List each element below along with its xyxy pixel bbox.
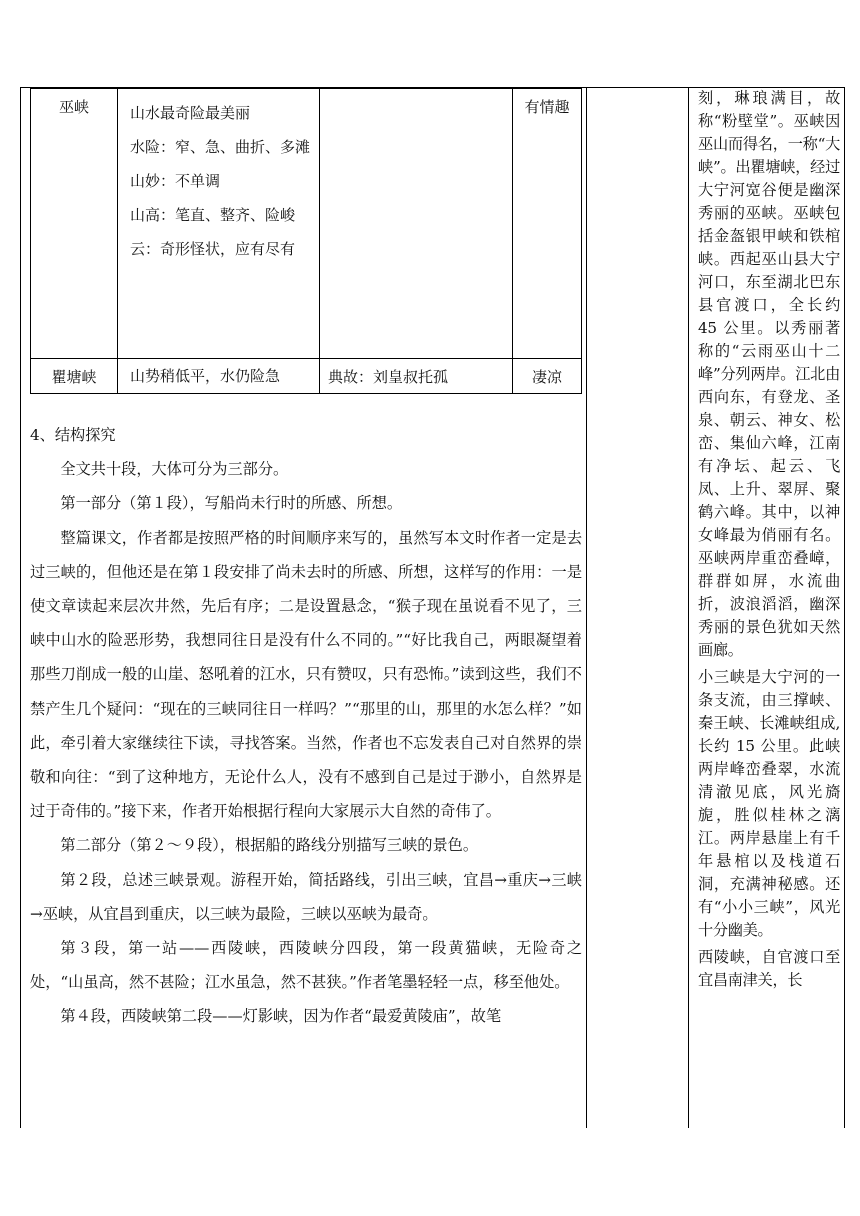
gorge-name-cell: 瞿塘峡 [31, 359, 118, 394]
sidebar-notes [698, 87, 840, 996]
table-row [31, 89, 582, 359]
sidebar-paragraph: 小三峡是大宁河的一条支流，由三撑峡、秦王峡、长滩峡组成,长约 15 公里。此峡两岸峰峦叠翠，水流清澈见底，风光旖旎，胜似桂林之漓江。两岸悬崖上有千年悬棺以及栈道石洞，充满神秘感。还有“小小三峡”，风光十分幽美。 [698, 668, 840, 939]
frame-left-border [20, 88, 21, 1128]
gorge-comparison-table [30, 88, 582, 394]
body-paragraph: 整篇课文，作者都是按照严格的时间顺序来写的，虽然写本文时作者一定是去过三峡的，但他还是在第１段安排了尚未去时的所感、所想，这样写的作用：一是使文章读起来层次井然，先后有序；二是设置悬念，“猴子现在虽说看不见了，三峡中山水的险恶形势，我想同往日是没有什么不同的。”“好比我自己，两眼凝望着那些刀削成一般的山崖、怒吼着的江水，只有赞叹，只有恐怖。”读到这些，我们不禁产生几个疑问：“现在的三峡同往日一样吗？”“那里的山，那里的水怎么样？”如此，牵引着大家继续往下读，寻找答案。当然，作者也不忘发表自己对自然界的崇敬和向往：“到了这种地方，无论什么人，没有不感到自己是过于渺小，自然界是过于奇伟的。”接下来，作者开始根据行程向大家展示大自然的奇伟了。 [30, 528, 582, 821]
gorge-feeling-cell: 有情趣 [513, 89, 582, 359]
feature-line: 山高：笔直、整齐、险峻 [130, 206, 296, 224]
feature-line: 山势稍低平，水仍险急 [130, 367, 281, 385]
body-paragraph: 第４段，西陵峡第二段——灯影峡，因为作者“最爱黄陵庙”，故笔 [60, 1007, 502, 1026]
frame-right-border [844, 88, 845, 1128]
table-row [31, 359, 582, 394]
main-content [30, 418, 582, 1034]
body-paragraph: 第一部分（第１段），写船尚未行时的所感、所想。 [60, 494, 403, 513]
feature-line: 云：奇形怪状，应有尽有 [130, 240, 296, 258]
section-heading: 4、结构探究 [30, 426, 116, 444]
gorge-allusion-cell: 典故：刘皇叔托孤 [320, 359, 513, 394]
feature-line: 水险：窄、急、曲折、多滩 [130, 138, 311, 156]
sidebar-paragraph: 刻，琳琅满目，故称“粉壁堂”。巫峡因巫山而得名，一称“大峡”。出瞿塘峡，经过大宁河宽谷便是幽深秀丽的巫峡。巫峡包括金盔银甲峡和铁棺峡。西起巫山县大宁河口，东至湖北巴东县官渡口，全长约 45 公里。以秀丽著称的“云雨巫山十二峰”分列两岸。江北由西向东，有登龙、圣泉、朝云、神女、松峦、集仙六峰，江南有净坛、起云、飞凤、上升、翠屏、聚鹤六峰。其中，以神女峰最为俏丽有名。巫峡两岸重峦叠嶂，群群如屏，水流曲折，波浪滔滔，幽深秀丽的景色犹如天然画廊。 [698, 89, 840, 659]
body-paragraph: 全文共十段，大体可分为三部分。 [60, 460, 289, 479]
frame-middle-border [586, 88, 587, 1128]
sidebar-paragraph: 西陵峡，自官渡口至宜昌南津关，长 [698, 948, 840, 989]
frame-sidebar-left-border [688, 88, 689, 1128]
body-paragraph: 第２段，总述三峡景观。游程开始，简括路线，引出三峡，宜昌→重庆→三峡→巫峡，从宜昌到重庆，以三峡为最险，三峡以巫峡为最奇。 [30, 870, 582, 923]
body-paragraph: 第二部分（第２～９段），根据船的路线分别描写三峡的景色。 [60, 836, 479, 855]
gorge-feeling-cell: 凄凉 [513, 359, 582, 394]
feature-line: 山水最奇险最美丽 [130, 104, 251, 122]
body-paragraph: 第３段，第一站——西陵峡，西陵峡分四段，第一段黄猫峡，无险奇之处，“山虽高，然不甚险；江水虽急，然不甚狭。”作者笔墨轻轻一点，移至他处。 [30, 939, 582, 992]
feature-line: 山妙：不单调 [130, 172, 221, 190]
gorge-allusion-cell [320, 89, 513, 359]
gorge-name-cell: 巫峡 [31, 89, 118, 359]
gorge-features-cell [118, 89, 320, 359]
gorge-features-cell [118, 359, 320, 394]
